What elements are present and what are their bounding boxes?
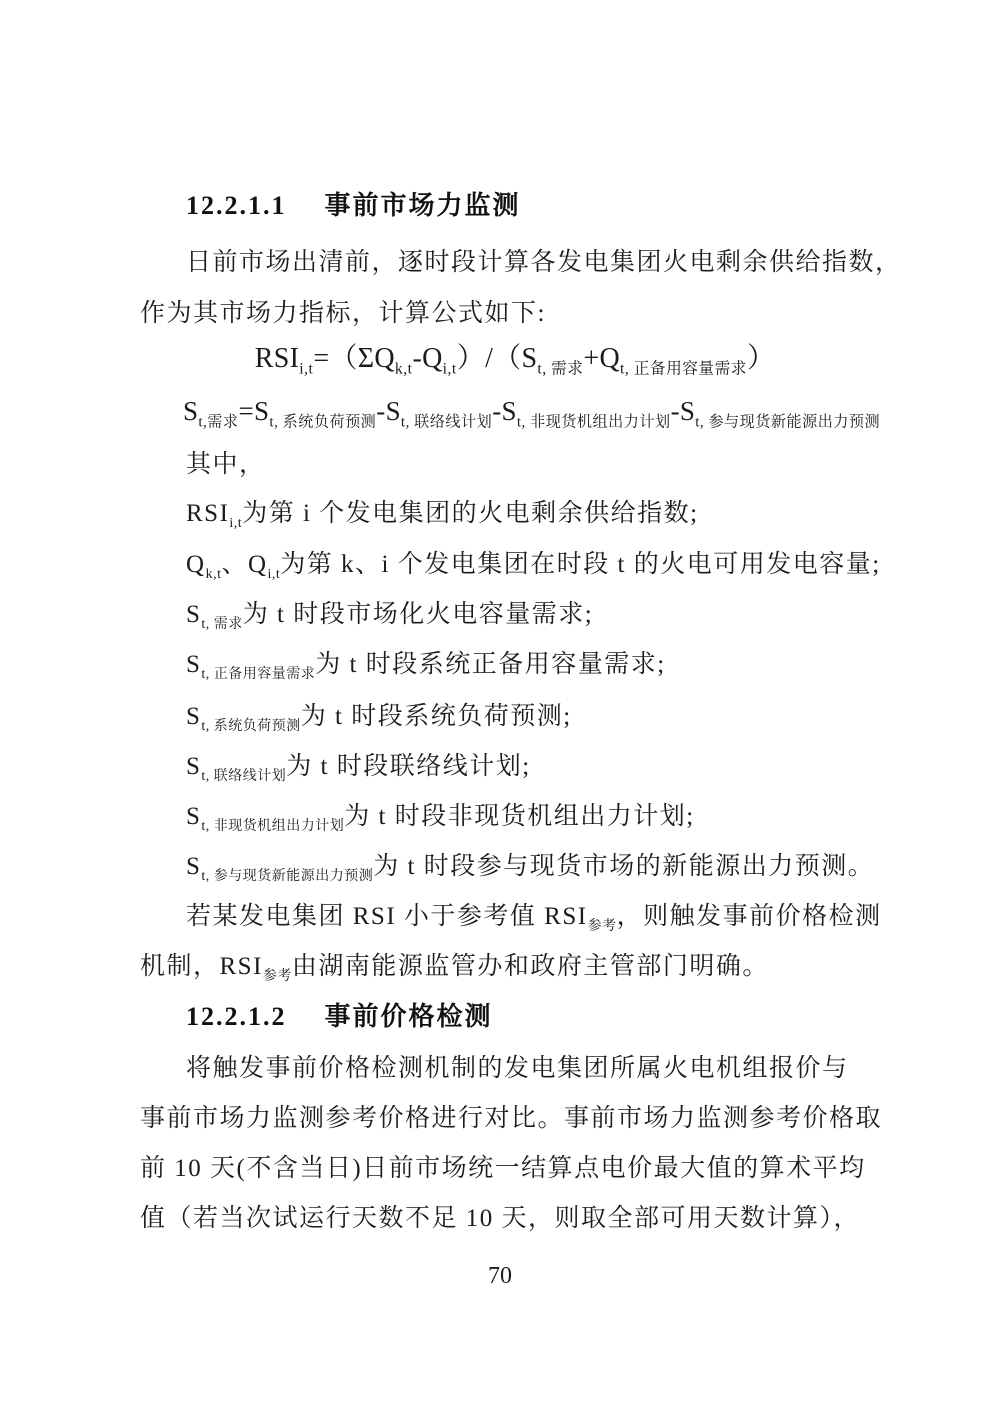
text-run: 由湖南能源监管办和政府主管部门明确。 xyxy=(291,953,769,980)
para-price-check-line-3 xyxy=(140,1151,866,1187)
text-run: -S xyxy=(376,396,401,426)
subscript-run: 参考 xyxy=(262,969,292,984)
text-run: 前 10 天(不含当日)日前市场统一结算点电价最大值的算术平均 xyxy=(140,1155,866,1182)
text-run: 事前市场力监测参考价格进行对比。事前市场力监测参考价格取 xyxy=(140,1105,883,1132)
text-run: 为 t 时段非现货机组出力计划; xyxy=(344,803,695,830)
text-run: S xyxy=(186,803,202,830)
text-run: S xyxy=(186,703,202,730)
para-rsi-intro-line-2 xyxy=(140,296,546,332)
formula-rsi xyxy=(140,341,890,377)
subscript-run: 参考 xyxy=(587,919,617,934)
para-trigger-line-1 xyxy=(186,899,882,935)
subscript-run: t, 需求 xyxy=(201,617,243,632)
para-price-check-line-2 xyxy=(140,1101,882,1137)
text-run: RSI xyxy=(186,500,230,527)
subscript-run: t, 非现货机组出力计划 xyxy=(201,819,345,834)
text-run: ） xyxy=(746,343,776,374)
subscript-run: t, 正备用容量需求 xyxy=(620,360,747,378)
subscript-run: i,t xyxy=(267,567,281,582)
subscript-run: t, 需求 xyxy=(537,360,584,378)
text-run: 为 t 时段系统负荷预测; xyxy=(300,703,572,730)
text-run: -S xyxy=(670,396,696,426)
subscript-run: t,需求 xyxy=(198,414,239,431)
text-run: =（ΣQ xyxy=(313,343,395,374)
definition-st-positive-reserve xyxy=(186,647,666,683)
para-trigger-line-2 xyxy=(140,949,769,985)
heading-12-2-1-2 xyxy=(186,999,493,1035)
text-run: 事前价格检测 xyxy=(324,1002,493,1031)
text-run: S xyxy=(186,753,202,780)
text-run: 其中， xyxy=(186,451,266,478)
text-run: 12.2.1.2 xyxy=(186,1002,287,1031)
subscript-run: k,t xyxy=(205,567,222,582)
text-run: 值（若当次试运行天数不足 10 天，则取全部可用天数计算）， xyxy=(140,1205,861,1232)
text-run: 为 t 时段系统正备用容量需求; xyxy=(315,651,666,678)
subscript-run: i,t xyxy=(442,360,457,378)
definition-st-demand xyxy=(186,597,593,633)
formula-st-demand xyxy=(183,393,880,429)
text-run: ）/（S xyxy=(456,343,538,374)
subscript-run: t, 参与现货新能源出力预测 xyxy=(201,869,374,884)
definition-st-nonspot-output xyxy=(186,799,695,835)
subscript-run: t, 联络线计划 xyxy=(201,769,287,784)
para-rsi-intro-line-1 xyxy=(186,245,902,281)
text-run: 作为其市场力指标，计算公式如下: xyxy=(140,300,546,327)
subscript-run: t, 非现货机组出力计划 xyxy=(516,414,671,431)
subscript-run: k,t xyxy=(394,360,413,378)
definition-st-tieline-plan xyxy=(186,749,531,785)
subscript-run: t, 系统负荷预测 xyxy=(201,719,301,734)
text-run: ，则触发事前价格检测 xyxy=(616,903,882,930)
text-run: 为 t 时段联络线计划; xyxy=(286,753,531,780)
text-run: -S xyxy=(492,396,517,426)
definition-st-renewable-forecast xyxy=(186,849,874,885)
text-run: S xyxy=(183,396,199,426)
text-run: 若某发电集团 RSI 小于参考值 RSI xyxy=(186,903,588,930)
text-run: Q xyxy=(186,551,206,578)
text-run: =S xyxy=(238,396,270,426)
text-run: 日前市场出清前，逐时段计算各发电集团火电剩余供给指数， xyxy=(186,249,902,276)
para-price-check-line-4 xyxy=(140,1201,860,1237)
definition-rsi-it xyxy=(186,496,699,532)
heading-12-2-1-1 xyxy=(186,188,521,224)
subscript-run: t, 参与现货新能源出力预测 xyxy=(695,414,881,431)
text-run: RSI xyxy=(254,343,300,374)
text-run: S xyxy=(186,651,202,678)
subscript-run: i,t xyxy=(299,360,314,378)
text-run: +Q xyxy=(583,343,621,374)
text-run: 机制，RSI xyxy=(140,953,263,980)
subscript-run: t, 正备用容量需求 xyxy=(201,667,316,682)
para-price-check-line-1 xyxy=(186,1051,849,1087)
text-run: 为第 k、i 个发电集团在时段 t 的火电可用发电容量; xyxy=(280,551,881,578)
text-run: 为 t 时段参与现货市场的新能源出力预测。 xyxy=(373,853,875,880)
subscript-run: t, 联络线计划 xyxy=(400,414,493,431)
text-run: -Q xyxy=(412,343,443,374)
definition-q-kt-it xyxy=(186,547,881,583)
subscript-run: i,t xyxy=(229,516,243,531)
subscript-run: t, 系统负荷预测 xyxy=(269,414,377,431)
definition-st-load-forecast xyxy=(186,699,572,735)
page-number: 70 xyxy=(488,1263,512,1289)
text-run: 为 t 时段市场化火电容量需求; xyxy=(242,601,594,628)
text-run: 、Q xyxy=(221,551,268,578)
text-run: 将触发事前价格检测机制的发电集团所属火电机组报价与 xyxy=(186,1055,849,1082)
where-clause-label xyxy=(186,447,266,483)
text-run: 事前市场力监测 xyxy=(324,191,521,220)
text-run: 为第 i 个发电集团的火电剩余供给指数; xyxy=(242,500,699,527)
text-run: S xyxy=(186,853,202,880)
text-run: S xyxy=(186,601,202,628)
text-run: 12.2.1.1 xyxy=(186,191,287,220)
